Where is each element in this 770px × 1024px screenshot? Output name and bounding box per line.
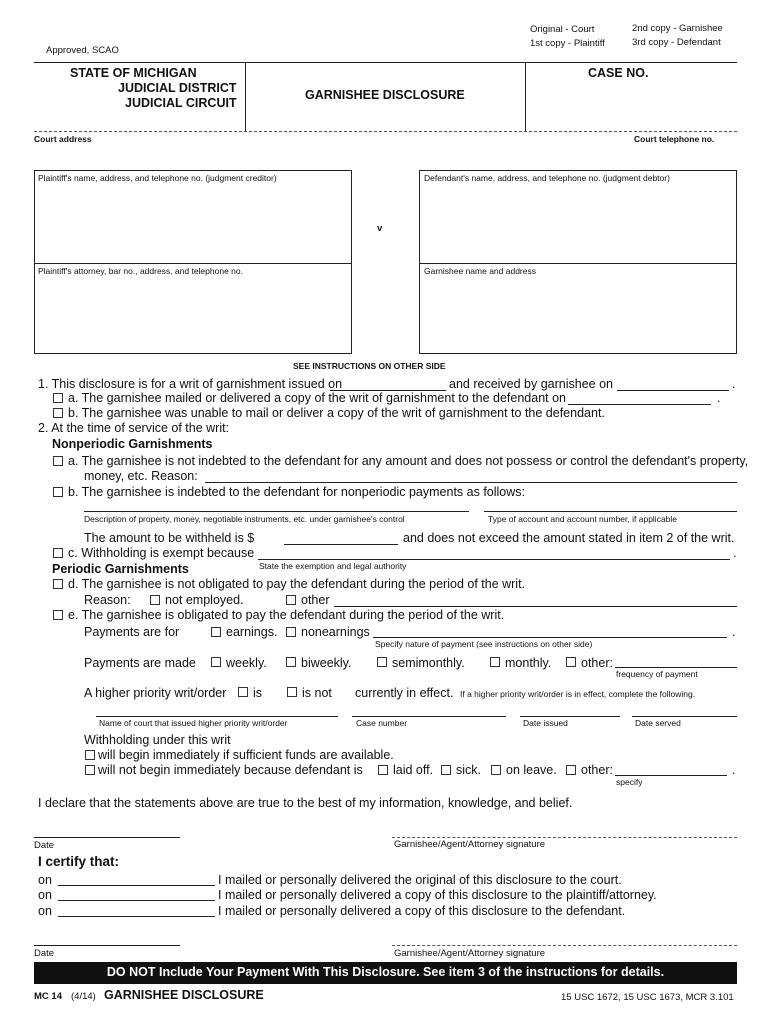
signature2-date-label: Date	[34, 948, 55, 959]
signature2-field[interactable]	[392, 945, 737, 946]
item2-intro: 2. At the time of service of the writ:	[38, 421, 230, 435]
on-leave-label: on leave.	[506, 763, 557, 777]
nonperiodic-heading: Nonperiodic Garnishments	[52, 437, 213, 451]
certify-line-1: I mailed or personally delivered the original of this disclosure to the court.	[218, 873, 622, 887]
certify-date-2-field[interactable]	[58, 900, 215, 901]
item2d-text: d. The garnishee is not obligated to pay the defendant during the period of the writ.	[68, 577, 526, 591]
item2c-checkbox[interactable]	[53, 548, 63, 558]
header-divider-left	[245, 62, 246, 131]
withholding-specify-field[interactable]	[615, 775, 727, 776]
item2e-checkbox[interactable]	[53, 610, 63, 620]
earnings-label: earnings.	[226, 625, 278, 639]
sick-checkbox[interactable]	[441, 765, 451, 775]
description-label: Description of property, money, negotiable instruments, etc. under garnishee's control	[84, 514, 405, 524]
item2c-text: c. Withholding is exempt because	[68, 546, 255, 560]
item1a-text: a. The garnishee mailed or delivered a copy of the writ of garnishment to the defendant on	[68, 391, 566, 405]
withheld-limit-text: and does not exceed the amount stated in item 2 of the writ.	[403, 531, 735, 545]
header-divider-right	[525, 62, 526, 131]
higher-priority-is-checkbox[interactable]	[238, 687, 248, 697]
item2d-checkbox[interactable]	[53, 579, 63, 589]
versus-label: v	[377, 223, 383, 234]
payments-for-label: Payments are for	[84, 625, 180, 639]
higher-priority-is-label: is	[253, 686, 263, 700]
withheld-amount-field[interactable]	[284, 544, 398, 545]
item2a-reason: money, etc. Reason:	[84, 469, 198, 483]
not-employed-checkbox[interactable]	[150, 595, 160, 605]
case-number-field[interactable]	[352, 716, 506, 717]
item2d-other-checkbox[interactable]	[286, 595, 296, 605]
item1-period: .	[732, 377, 736, 391]
frequency-other-checkbox[interactable]	[566, 657, 576, 667]
frequency-label: frequency of payment	[616, 669, 698, 679]
periodic-heading: Periodic Garnishments	[52, 562, 189, 576]
plaintiff-label: Plaintiff's name, address, and telephone no. (judgment creditor)	[38, 173, 277, 183]
certify-on-2: on	[38, 888, 52, 902]
payment-warning-banner: DO NOT Include Your Payment With This Disclosure. See item 3 of the instructions for details.	[34, 962, 737, 984]
copy-third-defendant: 3rd copy - Defendant	[632, 37, 721, 48]
monthly-label: monthly.	[505, 656, 552, 670]
garnishee-label: Garnishee name and address	[424, 266, 536, 276]
item1a-period: .	[717, 391, 721, 405]
will-not-begin-label: will not begin immediately because defendant is	[98, 763, 363, 777]
declaration-text: I declare that the statements above are true to the best of my information, knowledge, and belief.	[38, 796, 573, 810]
item1a-checkbox[interactable]	[53, 393, 63, 403]
signature1-label: Garnishee/Agent/Attorney signature	[394, 839, 546, 850]
signature2-date-field[interactable]	[34, 945, 180, 946]
nature-label: Specify nature of payment (see instructions on other side)	[375, 639, 593, 649]
laid-off-checkbox[interactable]	[378, 765, 388, 775]
court-name-field[interactable]	[96, 716, 338, 717]
item2a-reason-field[interactable]	[205, 482, 737, 483]
plaintiff-attorney-label: Plaintiff's attorney, bar no., address, and telephone no.	[38, 266, 243, 276]
certify-on-1: on	[38, 873, 52, 887]
header-bottom-rule	[34, 131, 737, 132]
will-begin-checkbox[interactable]	[85, 750, 95, 760]
account-number-field[interactable]	[484, 511, 737, 512]
item1-received-text: and received by garnishee on	[449, 377, 614, 391]
state-of-michigan: STATE OF MICHIGAN	[70, 66, 197, 80]
judicial-circuit: JUDICIAL CIRCUIT	[125, 96, 237, 110]
sick-label: sick.	[456, 763, 481, 777]
not-employed-label: not employed.	[165, 593, 244, 607]
semimonthly-checkbox[interactable]	[377, 657, 387, 667]
certify-date-1-field[interactable]	[58, 885, 215, 886]
certify-date-3-field[interactable]	[58, 916, 215, 917]
date-issued-field[interactable]	[520, 716, 620, 717]
see-instructions: SEE INSTRUCTIONS ON OTHER SIDE	[293, 361, 446, 371]
item2e-text: e. The garnishee is obligated to pay the defendant during the period of the writ.	[68, 608, 505, 622]
certify-on-3: on	[38, 904, 52, 918]
exemption-field[interactable]	[258, 559, 730, 560]
withholding-other-label: other:	[581, 763, 613, 777]
withholding-heading: Withholding under this writ	[84, 733, 231, 747]
certify-line-3: I mailed or personally delivered a copy of this disclosure to the defendant.	[218, 904, 626, 918]
copy-original-court: Original - Court	[530, 24, 595, 35]
footer-citation: 15 USC 1672, 15 USC 1673, MCR 3.101	[561, 992, 734, 1003]
item1-text: 1. This disclosure is for a writ of garnishment issued on	[38, 377, 343, 391]
signature1-field[interactable]	[392, 837, 737, 838]
higher-priority-label: A higher priority writ/order	[84, 686, 227, 700]
nature-of-payment-field[interactable]	[373, 637, 727, 638]
nonearnings-label: nonearnings	[301, 625, 370, 639]
certify-line-2: I mailed or personally delivered a copy of this disclosure to the plaintiff/attorney.	[218, 888, 657, 902]
weekly-label: weekly.	[226, 656, 267, 670]
frequency-other-label: other:	[581, 656, 613, 670]
frequency-field[interactable]	[615, 667, 737, 668]
exemption-label: State the exemption and legal authority	[259, 561, 407, 571]
item2e-period: .	[732, 625, 736, 639]
form-title: GARNISHEE DISCLOSURE	[305, 88, 465, 102]
item2b-checkbox[interactable]	[53, 487, 63, 497]
biweekly-checkbox[interactable]	[286, 657, 296, 667]
will-begin-label: will begin immediately if sufficient funds are available.	[98, 748, 394, 762]
certify-heading: I certify that:	[38, 854, 120, 869]
item2a-checkbox[interactable]	[53, 456, 63, 466]
withholding-other-checkbox[interactable]	[566, 765, 576, 775]
property-description-field[interactable]	[84, 511, 469, 512]
weekly-checkbox[interactable]	[211, 657, 221, 667]
item2d-other-label: other	[301, 593, 330, 607]
will-not-begin-checkbox[interactable]	[85, 765, 95, 775]
nonearnings-checkbox[interactable]	[286, 627, 296, 637]
item1b-text: b. The garnishee was unable to mail or deliver a copy of the writ of garnishment to the defendant.	[68, 406, 605, 420]
copy-second-garnishee: 2nd copy - Garnishee	[632, 23, 723, 34]
footer-title: GARNISHEE DISCLOSURE	[104, 988, 264, 1002]
received-date-field[interactable]	[617, 390, 729, 391]
monthly-checkbox[interactable]	[490, 657, 500, 667]
header-top-rule	[34, 62, 737, 63]
judicial-district: JUDICIAL DISTRICT	[118, 81, 237, 95]
item2d-reason-label: Reason:	[84, 593, 131, 607]
withheld-text: The amount to be withheld is $	[84, 531, 255, 545]
copy-first-plaintiff: 1st copy - Plaintiff	[530, 38, 605, 49]
plaintiff-box[interactable]	[34, 170, 352, 354]
case-no-label: CASE NO.	[588, 66, 649, 80]
defendant-box[interactable]	[419, 170, 737, 354]
date-issued-label: Date issued	[523, 718, 568, 728]
signature2-label: Garnishee/Agent/Attorney signature	[394, 948, 546, 959]
account-label: Type of account and account number, if applicable	[488, 514, 678, 524]
court-address-label: Court address	[34, 134, 92, 144]
higher-priority-is-not-label: is not	[302, 686, 332, 700]
item2a-text: a. The garnishee is not indebted to the defendant for any amount and does not possess or control the defendant's property,	[68, 454, 749, 468]
plaintiff-box-divider	[34, 263, 352, 264]
signature1-date-field[interactable]	[34, 837, 180, 838]
semimonthly-label: semimonthly.	[392, 656, 465, 670]
higher-priority-note: If a higher priority writ/order is in effect, complete the following.	[460, 689, 696, 699]
signature1-date-label: Date	[34, 840, 55, 851]
defendant-box-divider	[419, 263, 737, 264]
on-leave-checkbox[interactable]	[491, 765, 501, 775]
withholding-period: .	[732, 763, 736, 777]
currently-in-effect: currently in effect.	[355, 686, 454, 700]
approved-scao: Approved, SCAO	[46, 45, 119, 56]
specify-label: specify	[616, 777, 643, 787]
court-name-label: Name of court that issued higher priority writ/order	[99, 718, 288, 728]
earnings-checkbox[interactable]	[211, 627, 221, 637]
item2c-period: .	[733, 546, 737, 560]
item1b-checkbox[interactable]	[53, 408, 63, 418]
form-number: MC 14	[34, 991, 62, 1002]
laid-off-label: laid off.	[393, 763, 434, 777]
date-served-field[interactable]	[632, 716, 737, 717]
defendant-label: Defendant's name, address, and telephone no. (judgment debtor)	[424, 173, 670, 183]
date-served-label: Date served	[635, 718, 681, 728]
case-number-label: Case number	[356, 718, 408, 728]
biweekly-label: biweekly.	[301, 656, 352, 670]
item2d-other-field[interactable]	[334, 606, 737, 607]
item1a-date-field[interactable]	[568, 404, 711, 405]
payments-made-label: Payments are made	[84, 656, 196, 670]
item2b-text: b. The garnishee is indebted to the defendant for nonperiodic payments as follows:	[68, 485, 526, 499]
form-revision: (4/14)	[71, 991, 96, 1002]
court-telephone-label: Court telephone no.	[634, 134, 715, 144]
higher-priority-is-not-checkbox[interactable]	[287, 687, 297, 697]
